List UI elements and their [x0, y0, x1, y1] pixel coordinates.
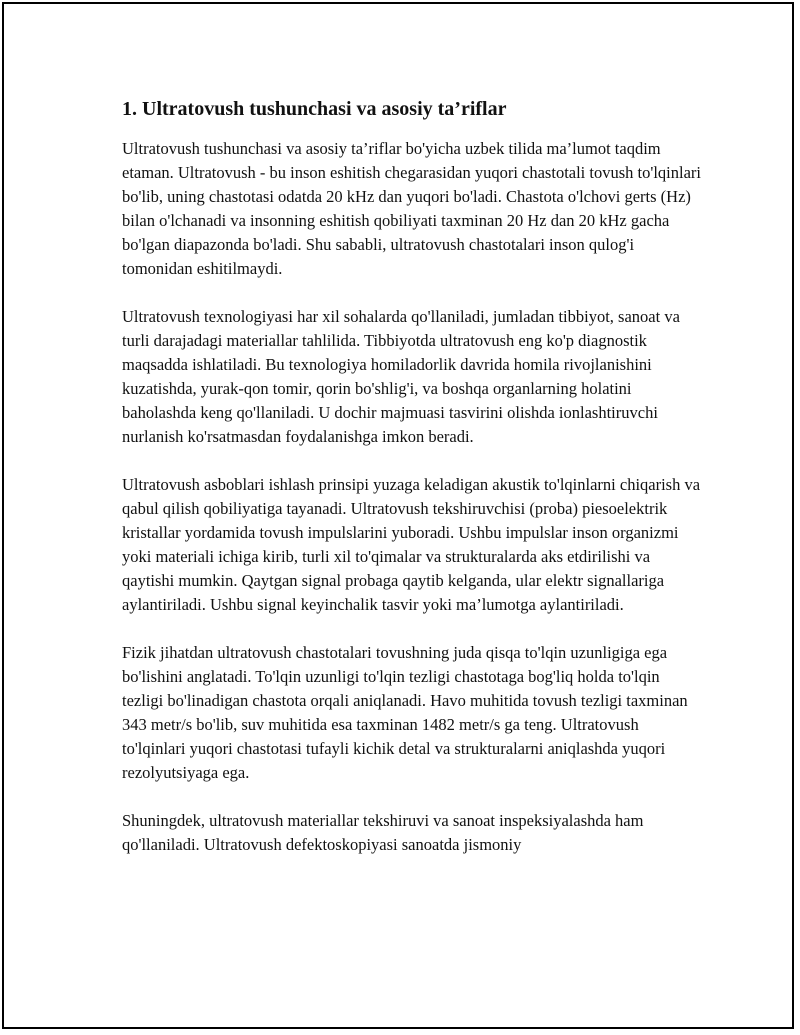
paragraph-3: Ultratovush asboblari ishlash prinsipi yuzaga keladigan akustik to'lqinlarni chiqarish va qabul qilish qobiliyatiga tayanadi. Ultratovush tekshiruvchisi (proba) piesoelektrik kristallar yordamida tovush impulslarini yuboradi. Ushbu impulslar inson organizmi yoki materiali ichiga kirib, turli xil to'qimalar va strukturalarda aks etdirilishi va qaytishi mumkin. Qaytgan signal probaga qaytib kelganda, ular elektr signallariga aylantiriladi. Ushbu signal keyinchalik tasvir yoki ma’lumotga aylantiriladi.: [122, 475, 701, 614]
document-body: [122, 92, 702, 881]
paragraph-4: Fizik jihatdan ultratovush chastotalari tovushning juda qisqa to'lqin uzunligiga ega bo'lishini anglatadi. To'lqin uzunligi to'lqin tezligi chastotaga bog'liq holda to'lqin tezligi bo'linadigan chastota orqali aniqlanadi. Havo muhitida tovush tezligi taxminan 343 metr/s bo'lib, suv muhitida esa taxminan 1482 metr/s ga teng. Ultratovush to'lqinlari yuqori chastotasi tufayli kichik detal va strukturalarni aniqlashda yuqori rezolyutsiyaga ega.: [122, 643, 688, 782]
document-page: [2, 2, 794, 1029]
paragraph-5: Shuningdek, ultratovush materiallar tekshiruvi va sanoat inspeksiyalashda ham qo'llaniladi. Ultratovush defektoskopiyasi sanoatda jismoniy: [122, 811, 644, 854]
section-heading: 1. Ultratovush tushunchasi va asosiy ta’riflar: [122, 98, 507, 120]
paragraph-2: Ultratovush texnologiyasi har xil sohalarda qo'llaniladi, jumladan tibbiyot, sanoat va turli darajadagi materiallar tahlilida. Tibbiyotda ultratovush eng ko'p diagnostik maqsadda ishlatiladi. Bu texnologiya homiladorlik davrida homila rivojlanishini kuzatishda, yurak-qon tomir, qorin bo'shlig'i, va boshqa organlarning holatini baholashda keng qo'llaniladi. U dochir majmuasi tasvirini olishda ionlashtiruvchi nurlanish ko'rsatmasdan foydalanishga imkon beradi.: [122, 307, 680, 446]
paragraph-1: Ultratovush tushunchasi va asosiy ta’riflar bo'yicha uzbek tilida ma’lumot taqdim etaman. Ultratovush - bu inson eshitish chegarasidan yuqori chastotali tovush to'lqinlari bo'lib, uning chastotasi odatda 20 kHz dan yuqori bo'ladi. Chastota o'lchovi gerts (Hz) bilan o'lchanadi va insonning eshitish qobiliyati taxminan 20 Hz dan 20 kHz gacha bo'lgan diapazonda bo'ladi. Shu sababli, ultratovush chastotalari inson qulog'i tomonidan eshitilmaydi.: [122, 139, 701, 278]
